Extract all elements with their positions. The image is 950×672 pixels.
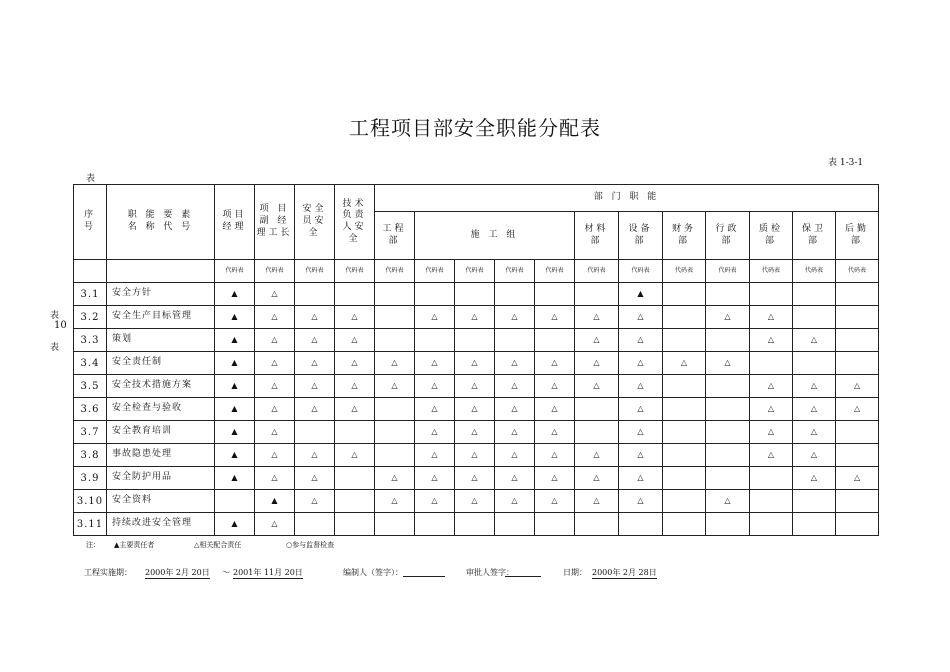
responsibility-mark <box>619 513 663 536</box>
responsibility-mark <box>375 283 415 306</box>
period-start: 2000年 2月 20日 <box>145 568 210 577</box>
responsibility-mark: △ <box>750 329 793 352</box>
code-cell: 代码表 <box>455 260 495 283</box>
maker-signature-line[interactable] <box>403 567 445 577</box>
code-cell: 代码表 <box>255 260 295 283</box>
responsibility-mark: △ <box>750 375 793 398</box>
responsibility-mark: △ <box>706 352 750 375</box>
responsibility-mark: △ <box>255 306 295 329</box>
table-row <box>74 513 879 536</box>
table-code: 表 1-3-1 <box>828 158 864 168</box>
responsibility-mark: ▲ <box>215 421 255 444</box>
header-construction-team: 施 工 组 <box>415 212 575 260</box>
responsibility-mark: △ <box>836 375 879 398</box>
code-cell: 代码表 <box>706 260 750 283</box>
header-name: 职 能 要 素 名 称 代 号 <box>107 185 215 260</box>
code-row-blank <box>74 260 107 283</box>
row-function-name: 安全责任制 <box>107 352 215 375</box>
responsibility-mark: ▲ <box>215 444 255 467</box>
responsibility-mark: △ <box>255 398 295 421</box>
header-project-manager: 项目 经理 <box>215 185 255 260</box>
responsibility-mark: △ <box>619 398 663 421</box>
responsibility-mark: △ <box>255 283 295 306</box>
table-row <box>74 398 879 421</box>
row-function-name: 安全生产目标管理 <box>107 306 215 329</box>
responsibility-mark: ▲ <box>215 352 255 375</box>
responsibility-mark: △ <box>255 329 295 352</box>
responsibility-mark: △ <box>619 306 663 329</box>
responsibility-mark <box>663 398 706 421</box>
responsibility-mark: ▲ <box>619 283 663 306</box>
responsibility-mark: △ <box>415 398 455 421</box>
responsibility-mark <box>750 352 793 375</box>
responsibility-mark <box>663 283 706 306</box>
row-number: 3.5 <box>74 375 107 398</box>
responsibility-mark: △ <box>793 329 836 352</box>
row-number: 3.6 <box>74 398 107 421</box>
responsibility-mark <box>295 283 335 306</box>
row-number: 3.10 <box>74 490 107 513</box>
responsibility-mark: △ <box>836 467 879 490</box>
responsibility-mark <box>575 283 619 306</box>
responsibility-mark: △ <box>455 467 495 490</box>
responsibility-mark: △ <box>750 421 793 444</box>
responsibility-mark <box>663 329 706 352</box>
responsibility-mark: △ <box>295 306 335 329</box>
responsibility-mark <box>575 513 619 536</box>
responsibility-mark <box>663 375 706 398</box>
responsibility-mark: △ <box>619 352 663 375</box>
responsibility-mark <box>706 421 750 444</box>
code-cell: 代码表 <box>750 260 793 283</box>
responsibility-mark: △ <box>335 329 375 352</box>
responsibility-mark: △ <box>535 352 575 375</box>
approver-label: 审批人签字： <box>466 568 514 577</box>
responsibility-mark: △ <box>415 306 455 329</box>
responsibility-mark <box>663 513 706 536</box>
responsibility-mark <box>663 306 706 329</box>
row-number: 3.4 <box>74 352 107 375</box>
responsibility-mark: △ <box>793 421 836 444</box>
responsibility-mark <box>375 398 415 421</box>
responsibility-mark: △ <box>255 421 295 444</box>
responsibility-mark: △ <box>575 467 619 490</box>
responsibility-mark <box>575 421 619 444</box>
responsibility-mark: △ <box>836 398 879 421</box>
responsibility-mark: △ <box>455 490 495 513</box>
row-function-name: 安全检查与验收 <box>107 398 215 421</box>
period-label: 工程实施期： <box>84 568 132 577</box>
date-value: 2000年 2月 28日 <box>592 568 657 577</box>
responsibility-mark: △ <box>619 444 663 467</box>
responsibility-mark: △ <box>415 421 455 444</box>
responsibility-mark: △ <box>415 467 455 490</box>
responsibility-mark: △ <box>575 444 619 467</box>
responsibility-mark: △ <box>706 306 750 329</box>
header-dept-logistics: 后勤 部 <box>836 212 879 260</box>
responsibility-mark: ▲ <box>215 375 255 398</box>
responsibility-mark <box>793 513 836 536</box>
responsibility-mark: △ <box>495 306 535 329</box>
code-cell: 代码表 <box>793 260 836 283</box>
header-seq: 序 号 <box>74 185 107 260</box>
responsibility-mark: △ <box>663 352 706 375</box>
period-end: 2001年 11月 20日 <box>233 568 303 577</box>
table-row <box>74 329 879 352</box>
row-number: 3.8 <box>74 444 107 467</box>
responsibility-mark <box>415 329 455 352</box>
responsibility-mark <box>836 490 879 513</box>
header-dept-equipment: 设备 部 <box>619 212 663 260</box>
responsibility-mark: △ <box>255 352 295 375</box>
responsibility-mark <box>750 467 793 490</box>
responsibility-mark <box>295 421 335 444</box>
code-cell: 代码表 <box>215 260 255 283</box>
table-row <box>74 444 879 467</box>
legend-cooperating: △相关配合责任 <box>194 541 242 549</box>
responsibility-mark <box>793 490 836 513</box>
side-label-bottom: 表 <box>50 343 60 353</box>
responsibility-mark: △ <box>255 444 295 467</box>
safety-function-table <box>73 184 879 536</box>
side-label-top: 表 <box>50 311 60 321</box>
responsibility-mark <box>295 513 335 536</box>
row-function-name: 安全技术措施方案 <box>107 375 215 398</box>
row-function-name: 安全方针 <box>107 283 215 306</box>
responsibility-mark: △ <box>295 352 335 375</box>
responsibility-mark: △ <box>495 352 535 375</box>
row-function-name: 持续改进安全管理 <box>107 513 215 536</box>
row-number: 3.1 <box>74 283 107 306</box>
responsibility-mark: △ <box>575 375 619 398</box>
row-number: 3.9 <box>74 467 107 490</box>
responsibility-mark: △ <box>495 444 535 467</box>
responsibility-mark: △ <box>575 352 619 375</box>
responsibility-mark: △ <box>375 467 415 490</box>
responsibility-mark: △ <box>455 375 495 398</box>
responsibility-mark: △ <box>750 306 793 329</box>
responsibility-mark <box>706 398 750 421</box>
responsibility-mark: △ <box>255 513 295 536</box>
header-engineering-dept: 工程 部 <box>375 212 415 260</box>
responsibility-mark <box>663 421 706 444</box>
responsibility-mark <box>575 398 619 421</box>
header-safety-officer: 安全 员安 全 <box>295 185 335 260</box>
responsibility-mark <box>375 306 415 329</box>
responsibility-mark: △ <box>295 375 335 398</box>
responsibility-mark: △ <box>750 398 793 421</box>
responsibility-mark <box>836 444 879 467</box>
table-row <box>74 467 879 490</box>
code-cell: 代码表 <box>836 260 879 283</box>
responsibility-mark <box>836 283 879 306</box>
date-label: 日期： <box>563 568 587 577</box>
code-cell: 代码表 <box>335 260 375 283</box>
responsibility-mark <box>706 375 750 398</box>
table-row <box>74 375 879 398</box>
responsibility-mark: △ <box>793 375 836 398</box>
responsibility-mark <box>535 329 575 352</box>
responsibility-mark: △ <box>575 329 619 352</box>
responsibility-mark <box>335 490 375 513</box>
code-cell: 代码表 <box>295 260 335 283</box>
period-separator: ～ <box>222 568 230 577</box>
responsibility-mark: △ <box>415 444 455 467</box>
responsibility-mark: △ <box>375 352 415 375</box>
responsibility-mark: ▲ <box>215 283 255 306</box>
responsibility-mark <box>750 490 793 513</box>
responsibility-mark <box>335 421 375 444</box>
responsibility-mark: △ <box>295 444 335 467</box>
responsibility-mark: △ <box>706 490 750 513</box>
code-cell: 代码表 <box>375 260 415 283</box>
responsibility-mark <box>455 329 495 352</box>
responsibility-mark: ▲ <box>215 513 255 536</box>
responsibility-mark: ▲ <box>255 490 295 513</box>
responsibility-mark: △ <box>535 444 575 467</box>
responsibility-mark: △ <box>455 306 495 329</box>
code-cell: 代码表 <box>663 260 706 283</box>
responsibility-mark: ▲ <box>215 398 255 421</box>
responsibility-mark: △ <box>495 421 535 444</box>
legend-supervising: ○参与监督检查 <box>286 541 335 549</box>
table-row <box>74 352 879 375</box>
responsibility-mark: △ <box>619 421 663 444</box>
maker-label: 编制人（签字）： <box>343 568 403 577</box>
responsibility-mark: △ <box>455 444 495 467</box>
approver-signature-line[interactable] <box>505 567 541 577</box>
responsibility-mark: △ <box>455 352 495 375</box>
table-row <box>74 490 879 513</box>
responsibility-mark: ▲ <box>215 306 255 329</box>
responsibility-mark: △ <box>335 352 375 375</box>
header-dept-admin: 行政 部 <box>706 212 750 260</box>
responsibility-mark <box>836 421 879 444</box>
responsibility-mark: △ <box>619 490 663 513</box>
code-row-blank <box>107 260 215 283</box>
responsibility-mark: △ <box>335 306 375 329</box>
responsibility-mark <box>836 513 879 536</box>
row-function-name: 安全防护用品 <box>107 467 215 490</box>
responsibility-mark: △ <box>295 398 335 421</box>
header-department-group: 部 门 职 能 <box>375 185 879 212</box>
responsibility-mark: △ <box>535 467 575 490</box>
responsibility-mark <box>750 283 793 306</box>
responsibility-mark <box>706 283 750 306</box>
responsibility-mark: △ <box>295 467 335 490</box>
responsibility-mark: △ <box>255 467 295 490</box>
header-dept-quality: 质检 部 <box>750 212 793 260</box>
responsibility-mark <box>535 283 575 306</box>
responsibility-mark <box>375 329 415 352</box>
responsibility-mark: △ <box>415 375 455 398</box>
responsibility-mark <box>535 513 575 536</box>
header-deputy-manager: 项 目 副 经 理工长 <box>255 185 295 260</box>
table-row <box>74 421 879 444</box>
responsibility-mark: △ <box>619 329 663 352</box>
responsibility-mark: △ <box>535 306 575 329</box>
responsibility-mark: △ <box>455 398 495 421</box>
responsibility-mark: △ <box>375 375 415 398</box>
responsibility-mark <box>836 306 879 329</box>
responsibility-mark: △ <box>495 490 535 513</box>
table-row <box>74 306 879 329</box>
row-function-name: 事故隐患处理 <box>107 444 215 467</box>
responsibility-mark <box>335 513 375 536</box>
responsibility-mark <box>663 490 706 513</box>
responsibility-mark: △ <box>535 421 575 444</box>
row-function-name: 策划 <box>107 329 215 352</box>
responsibility-mark: △ <box>535 490 575 513</box>
code-cell: 代码表 <box>415 260 455 283</box>
responsibility-mark: △ <box>455 421 495 444</box>
responsibility-mark <box>375 421 415 444</box>
responsibility-mark: △ <box>535 375 575 398</box>
responsibility-mark: △ <box>793 444 836 467</box>
responsibility-mark: △ <box>335 398 375 421</box>
responsibility-mark <box>415 513 455 536</box>
responsibility-mark: △ <box>335 375 375 398</box>
responsibility-mark: △ <box>619 375 663 398</box>
responsibility-mark <box>455 513 495 536</box>
responsibility-mark: △ <box>295 329 335 352</box>
row-number: 3.2 <box>74 306 107 329</box>
responsibility-mark: △ <box>750 444 793 467</box>
responsibility-mark <box>706 444 750 467</box>
responsibility-mark <box>335 283 375 306</box>
table-label: 表 <box>86 174 96 184</box>
header-dept-finance: 财务 部 <box>663 212 706 260</box>
responsibility-mark <box>375 513 415 536</box>
code-cell: 代码表 <box>495 260 535 283</box>
responsibility-mark: △ <box>495 467 535 490</box>
row-number: 3.7 <box>74 421 107 444</box>
responsibility-mark: △ <box>793 398 836 421</box>
responsibility-mark <box>455 283 495 306</box>
responsibility-mark <box>375 444 415 467</box>
responsibility-mark: ▲ <box>215 467 255 490</box>
responsibility-mark: △ <box>619 467 663 490</box>
responsibility-mark: △ <box>255 375 295 398</box>
responsibility-mark <box>415 283 455 306</box>
side-label-number: 10 <box>54 320 67 331</box>
row-number: 3.3 <box>74 329 107 352</box>
responsibility-mark: △ <box>415 490 455 513</box>
responsibility-mark <box>335 467 375 490</box>
responsibility-mark: ▲ <box>215 329 255 352</box>
responsibility-mark <box>706 467 750 490</box>
responsibility-mark <box>663 444 706 467</box>
responsibility-mark: △ <box>495 398 535 421</box>
header-technical-lead: 技术 负责 人安 全 <box>335 185 375 260</box>
responsibility-mark <box>836 352 879 375</box>
code-cell: 代码表 <box>575 260 619 283</box>
responsibility-mark <box>495 513 535 536</box>
responsibility-mark: △ <box>295 490 335 513</box>
responsibility-mark <box>495 329 535 352</box>
responsibility-mark <box>215 490 255 513</box>
responsibility-mark: △ <box>793 467 836 490</box>
responsibility-mark <box>750 513 793 536</box>
header-dept-materials: 材料 部 <box>575 212 619 260</box>
responsibility-mark: △ <box>375 490 415 513</box>
document-title: 工程项目部安全职能分配表 <box>349 116 601 140</box>
responsibility-mark <box>793 306 836 329</box>
responsibility-mark <box>706 513 750 536</box>
responsibility-mark <box>663 467 706 490</box>
legend-label: 注： <box>86 541 100 549</box>
responsibility-mark <box>706 329 750 352</box>
responsibility-mark <box>793 283 836 306</box>
responsibility-mark: △ <box>335 444 375 467</box>
header-dept-security: 保卫 部 <box>793 212 836 260</box>
responsibility-mark: △ <box>575 490 619 513</box>
responsibility-mark: △ <box>535 398 575 421</box>
responsibility-mark: △ <box>415 352 455 375</box>
code-cell: 代码表 <box>535 260 575 283</box>
responsibility-mark: △ <box>575 306 619 329</box>
responsibility-mark <box>836 329 879 352</box>
code-cell: 代码表 <box>619 260 663 283</box>
legend-primary: ▲主要责任者 <box>114 541 155 549</box>
responsibility-mark <box>495 283 535 306</box>
table-row <box>74 283 879 306</box>
row-function-name: 安全资料 <box>107 490 215 513</box>
row-number: 3.11 <box>74 513 107 536</box>
responsibility-mark: △ <box>495 375 535 398</box>
responsibility-mark <box>793 352 836 375</box>
row-function-name: 安全教育培训 <box>107 421 215 444</box>
